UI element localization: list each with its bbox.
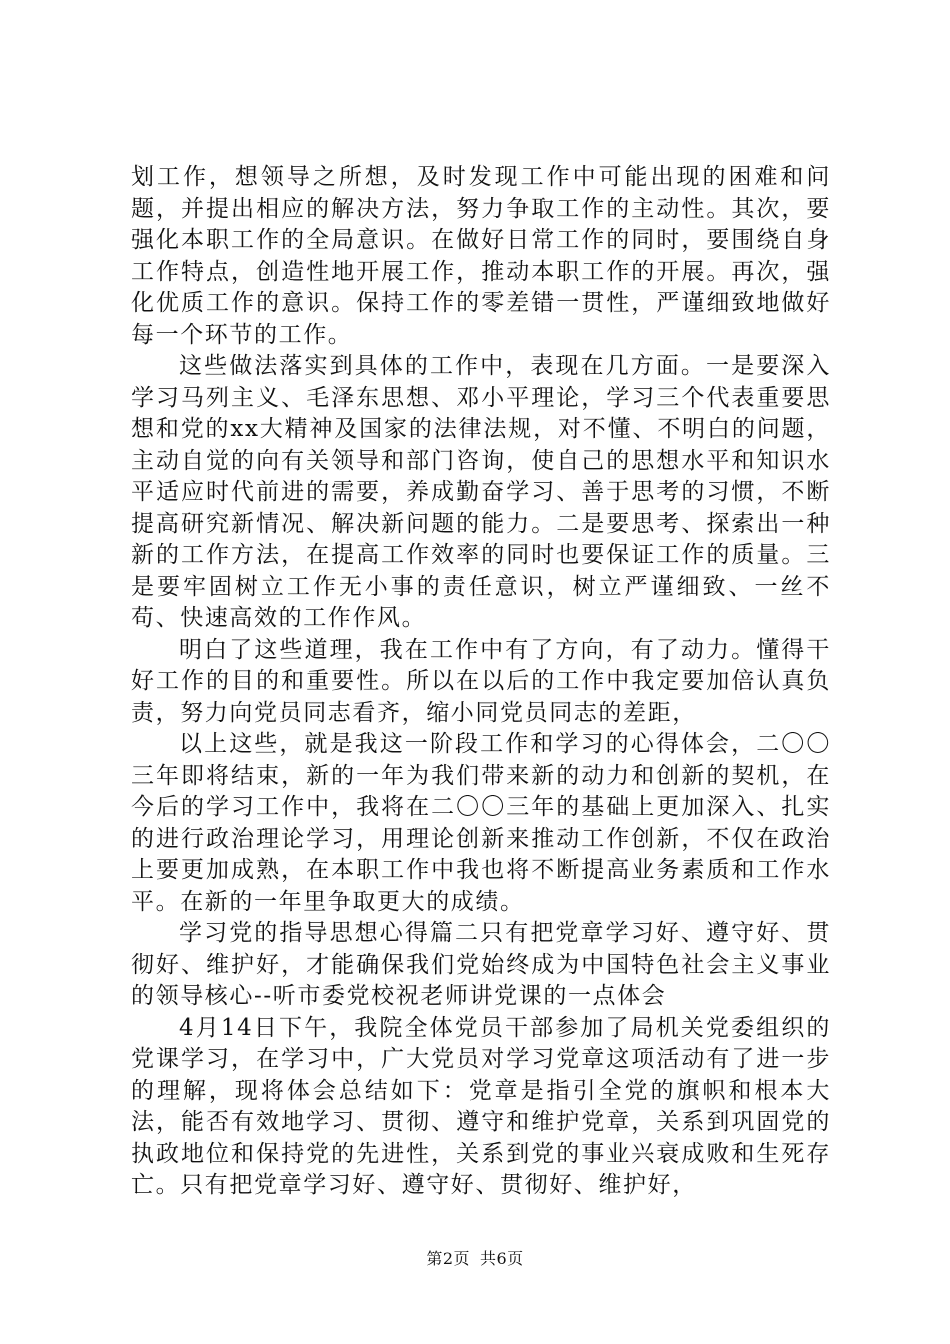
paragraph-3: 明白了这些道理，我在工作中有了方向，有了动力。懂得干好工作的目的和重要性。所以在以后的工作中我定要加倍认真负责，努力向党员同志看齐，缩小同党员同志的差距， bbox=[131, 636, 831, 726]
page-total: 共6页 bbox=[480, 1249, 524, 1268]
document-body bbox=[131, 162, 831, 1202]
paragraph-2: 这些做法落实到具体的工作中，表现在几方面。一是要深入学习马列主义、毛泽东思想、邓小平理论，学习三个代表重要思想和党的xx大精神及国家的法律法规，对不懂、不明白的问题，主动自觉的向有关领导和部门咨询，使自己的思想水平和知识水平适应时代前进的需要，养成勤奋学习、善于思考的习惯，不断提高研究新情况、解决新问题的能力。二是要思考、探索出一种新的工作方法，在提高工作效率的同时也要保证工作的质量。三是要牢固树立工作无小事的责任意识，树立严谨细致、一丝不苟、快速高效的工作作风。 bbox=[131, 353, 831, 631]
paragraph-6: 4月14日下午，我院全体党员干部参加了局机关党委组织的党课学习，在学习中，广大党员对学习党章这项活动有了进一步的理解，现将体会总结如下：党章是指引全党的旗帜和根本大法，能否有效地学习、贯彻、遵守和维护党章，关系到巩固党的执政地位和保持党的先进性，关系到党的事业兴衰成败和生死存亡。只有把党章学习好、遵守好、贯彻好、维护好， bbox=[131, 1014, 831, 1198]
paragraph-1: 划工作，想领导之所想，及时发现工作中可能出现的困难和问题，并提出相应的解决方法，努力争取工作的主动性。其次，要强化本职工作的全局意识。在做好日常工作的同时，要围绕自身工作特点，创造性地开展工作，推动本职工作的开展。再次，强化优质工作的意识。保持工作的零差错一贯性，严谨细致地做好每一个环节的工作。 bbox=[131, 164, 831, 348]
paragraph-5: 学习党的指导思想心得篇二只有把党章学习好、遵守好、贯彻好、维护好，才能确保我们党始终成为中国特色社会主义事业的领导核心--听市委党校祝老师讲党课的一点体会 bbox=[131, 920, 831, 1009]
page-number: 第2页 bbox=[426, 1249, 470, 1268]
paragraph-4: 以上这些，就是我这一阶段工作和学习的心得体会，二〇〇三年即将结束，新的一年为我们带来新的动力和创新的契机，在今后的学习工作中，我将在二〇〇三年的基础上更加深入、扎实的进行政治理论学习，用理论创新来推动工作创新，不仅在政治上要更加成熟，在本职工作中我也将不断提高业务素质和工作水平。在新的一年里争取更大的成绩。 bbox=[131, 731, 831, 915]
page-footer bbox=[0, 1246, 950, 1269]
